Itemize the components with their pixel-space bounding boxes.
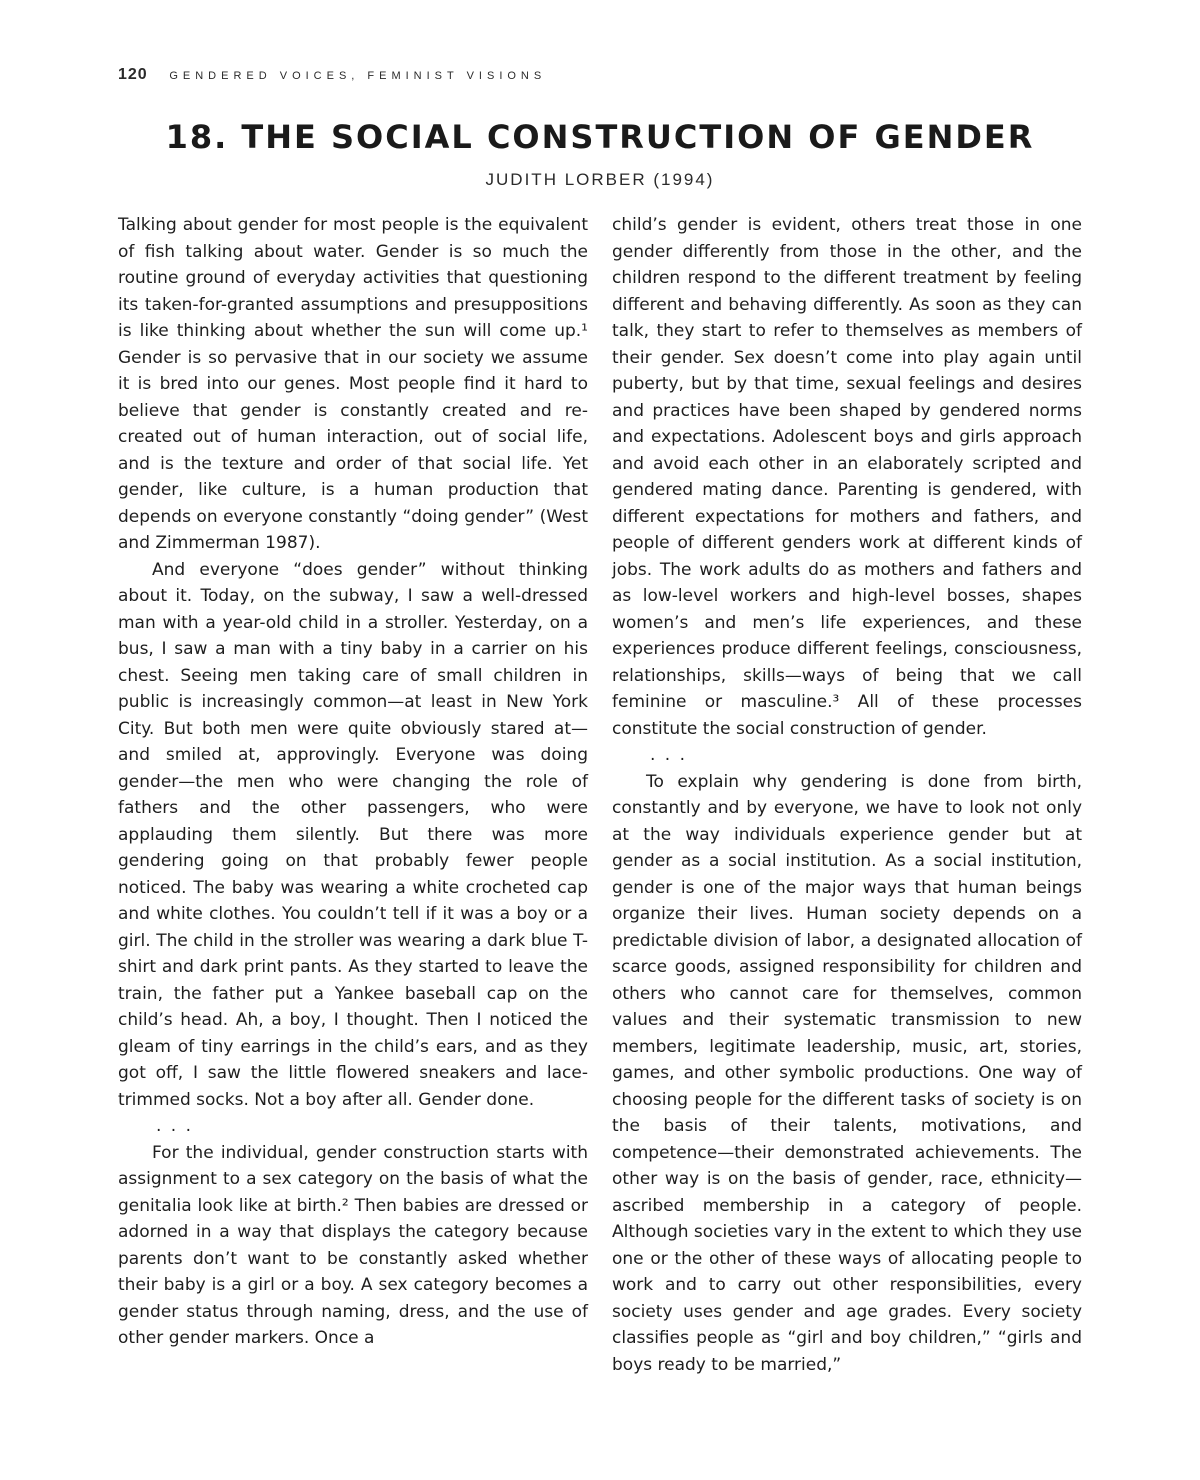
page-number: 120: [118, 66, 148, 83]
section-break: . . .: [156, 1116, 194, 1136]
chapter-author: JUDITH LORBER (1994): [485, 170, 715, 189]
section-break: . . .: [650, 745, 688, 765]
running-head: [118, 66, 546, 84]
paragraph: For the individual, gender construction starts with assignment to a sex category on the basis of what the genitalia look like at birth.² Then babies are dressed or adorned in a way that displays the category because parents don’t want to be constantly asked whether their baby is a girl or a boy. A sex category becomes a gender status through naming, dress, and the use of other gender markers. Once a: [118, 1142, 588, 1348]
paragraph: And everyone “does gender” without thinking about it. Today, on the subway, I saw a well-dressed man with a year-old child in a stroller. Yesterday, on a bus, I saw a man with a tiny baby in a carrier on his chest. Seeing men taking care of small children in public is increasingly common—at least in New York City. But both men were quite obviously stared at—and smiled at, approvingly. Everyone was doing gender—the men who were changing the role of fathers and the other passengers, who were applauding them silently. But there was more gendering going on that probably fewer people noticed. The baby was wearing a white crocheted cap and white clothes. You couldn’t tell if it was a boy or a girl. The child in the stroller was wearing a dark blue T-shirt and dark print pants. As they started to leave the train, the father put a Yankee baseball cap on the child’s head. Ah, a boy, I thought. Then I noticed the gleam of tiny earrings in the child’s ears, and as they got off, I saw the little flowered sneakers and lace-trimmed socks. Not a boy after all. Gender done.: [118, 559, 588, 1110]
right-column: [612, 212, 1082, 1378]
book-title: GENDERED VOICES, FEMINIST VISIONS: [169, 70, 547, 82]
chapter-title: 18. THE SOCIAL CONSTRUCTION OF GENDER: [165, 118, 1035, 156]
left-column: [118, 212, 588, 1352]
paragraph: To explain why gendering is done from birth, constantly and by everyone, we have to look not only at the way individuals experience gender but at gender as a social institution. As a social institution, gender is one of the major ways that human beings organize their lives. Human society depends on a predictable division of labor, a designated allocation of scarce goods, assigned responsibility for children and others who cannot care for themselves, common values and their systematic transmission to new members, legitimate leadership, music, art, stories, games, and other symbolic productions. One way of choosing people for the different tasks of society is on the basis of their talents, motivations, and competence—their demonstrated achievements. The other way is on the basis of gender, race, ethnicity—ascribed membership in a category of people. Although societies vary in the extent to which they use one or the other of these ways of allocating people to work and to carry out other responsibilities, every society uses gender and age grades. Every society classifies people as “girl and boy children,” “girls and boys ready to be married,”: [612, 771, 1083, 1375]
paragraph: Talking about gender for most people is the equivalent of fish talking about water. Gender is so much the routine ground of everyday activities that questioning its taken-for-granted assumptions and presuppositions is like thinking about whether the sun will come up.¹ Gender is so pervasive that in our society we assume it is bred into our genes. Most people find it hard to believe that gender is constantly created and re-created out of human interaction, out of social life, and is the texture and order of that social life. Yet gender, like culture, is a human production that depends on everyone constantly “doing gender” (West and Zimmerman 1987).: [118, 215, 588, 553]
paragraph: child’s gender is evident, others treat those in one gender differently from those in the other, and the children respond to the different treatment by feeling different and behaving differently. As soon as they can talk, they start to refer to themselves as members of their gender. Sex doesn’t come into play again until puberty, but by that time, sexual feelings and desires and practices have been shaped by gendered norms and expectations. Adolescent boys and girls approach and avoid each other in an elaborately scripted and gendered mating dance. Parenting is gendered, with different expectations for mothers and fathers, and people of different genders work at different kinds of jobs. The work adults do as mothers and fathers and as low-level workers and high-level bosses, shapes women’s and men’s life experiences, and these experiences produce different feelings, consciousness, relationships, skills—ways of being that we call feminine or masculine.³ All of these processes constitute the social construction of gender.: [612, 215, 1082, 739]
